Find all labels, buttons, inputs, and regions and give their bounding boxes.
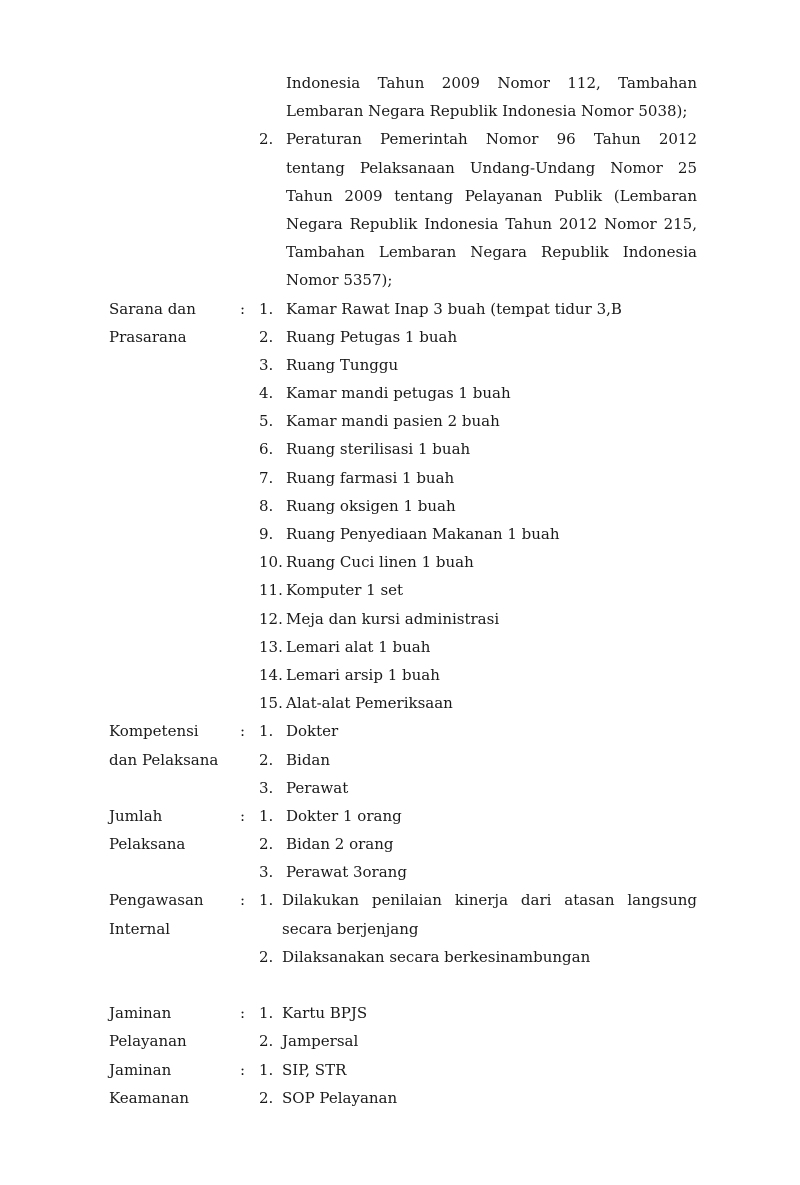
list-number: 2. [259, 1088, 274, 1107]
list-number: 8. [259, 496, 274, 515]
section-label: Pengawasan [109, 891, 204, 910]
section-jaminan-pelayanan [0, 999, 800, 1055]
colon: : [240, 806, 246, 825]
intro-text: Indonesia Tahun 2009 Nomor 112, Tambahan [286, 74, 697, 92]
section-jaminan-keamanan [0, 1056, 800, 1112]
list-text: secara berjenjang [282, 919, 419, 938]
list-number: 11. [259, 581, 283, 600]
list-text: Ruang oksigen 1 buah [286, 496, 456, 515]
list-item [0, 774, 800, 802]
list-item [0, 407, 800, 435]
regulation-text: Tambahan Lembaran Negara Republik Indonesia [286, 243, 697, 262]
colon: : [240, 891, 246, 910]
list-number: 1. [259, 806, 274, 825]
intro-text: Lembaran Negara Republik Indonesia Nomor 5038); [286, 102, 688, 121]
list-number: 2. [259, 327, 274, 346]
regulation-line [0, 154, 800, 182]
list-number: 9. [259, 525, 274, 543]
list-item [0, 661, 800, 689]
list-text: Alat-alat Pemeriksaan [286, 694, 453, 713]
section-label: Keamanan [109, 1088, 190, 1107]
colon: : [240, 1004, 246, 1023]
section-label: Pelayanan [109, 1032, 187, 1051]
list-item [0, 1027, 800, 1055]
list-number: 1. [259, 1060, 274, 1079]
list-text: Bidan 2 orang [286, 835, 394, 854]
section-label: Kompetensi [109, 722, 199, 741]
list-number: 1. [259, 1004, 274, 1023]
regulation-line [0, 266, 800, 294]
section-label: Jaminan [109, 1060, 172, 1079]
list-number: 4. [259, 384, 274, 403]
section-sarana-prasarana [0, 295, 800, 718]
list-text: Jampersal [282, 1032, 359, 1051]
list-item [0, 520, 800, 548]
regulation-line [0, 238, 800, 266]
list-item [0, 858, 800, 886]
list-number: 6. [259, 440, 274, 459]
section-jumlah-pelaksana [0, 802, 800, 887]
list-text: Ruang farmasi 1 buah [286, 468, 455, 487]
document-page [0, 69, 800, 1112]
section-label: Jaminan [109, 1004, 172, 1023]
list-text: Ruang Cuci linen 1 buah [286, 553, 474, 572]
regulation-line [0, 182, 800, 210]
list-number: 2. [259, 130, 274, 149]
list-text: Dokter [286, 722, 339, 741]
list-item [0, 379, 800, 407]
list-item [0, 295, 800, 323]
list-text: Dilaksanakan secara berkesinambungan [282, 947, 591, 966]
list-item [0, 1056, 800, 1084]
blank-line [0, 971, 800, 999]
list-text: Ruang Tunggu [286, 355, 399, 374]
list-number: 2. [259, 947, 274, 966]
list-number: 13. [259, 637, 283, 656]
colon: : [240, 722, 246, 741]
regulation-text: Nomor 5357); [286, 271, 393, 290]
list-text: Lemari alat 1 buah [286, 637, 431, 656]
list-item [0, 464, 800, 492]
list-number: 2. [259, 835, 274, 854]
list-item [0, 943, 800, 971]
list-number: 3. [259, 355, 274, 374]
list-item-continuation [0, 915, 800, 943]
list-text: SOP Pelayanan [282, 1088, 398, 1107]
list-number: 14. [259, 665, 283, 684]
section-label: Jumlah [109, 806, 163, 825]
list-text: Ruang Penyediaan Makanan 1 buah [286, 525, 560, 543]
list-item [0, 689, 800, 717]
section-label: Prasarana [109, 327, 187, 346]
regulation-text: Tahun 2009 tentang Pelayanan Publik (Lembaran [286, 186, 697, 205]
list-item [0, 999, 800, 1027]
list-item [0, 605, 800, 633]
list-text: Kamar Rawat Inap 3 buah (tempat tidur 3,B [286, 299, 622, 318]
regulation-text: tentang Pelaksanaan Undang-Undang Nomor 25 [286, 158, 697, 177]
list-number: 3. [259, 778, 274, 797]
list-number: 10. [259, 553, 283, 572]
section-pengawasan-internal [0, 886, 800, 971]
list-number: 1. [259, 299, 274, 318]
list-item [0, 1084, 800, 1112]
list-number: 2. [259, 750, 274, 769]
list-number: 1. [259, 891, 274, 910]
intro-line [0, 97, 800, 125]
list-text: Bidan [286, 750, 331, 769]
list-text: Meja dan kursi administrasi [286, 609, 500, 628]
list-text: Ruang sterilisasi 1 buah [286, 440, 471, 459]
list-number: 15. [259, 694, 283, 713]
colon: : [240, 1060, 246, 1079]
list-text: Perawat [286, 778, 349, 797]
list-item [0, 830, 800, 858]
colon: : [240, 299, 246, 318]
list-number: 7. [259, 468, 274, 487]
list-text: Kamar mandi petugas 1 buah [286, 384, 511, 403]
section-label: Sarana dan [109, 299, 196, 318]
list-text: Kamar mandi pasien 2 buah [286, 412, 500, 431]
section-label: Pelaksana [109, 835, 186, 854]
list-item [0, 886, 800, 914]
section-label: dan Pelaksana [109, 750, 219, 769]
regulation-text: Negara Republik Indonesia Tahun 2012 Nomor 215, [286, 214, 697, 233]
list-text: Perawat 3orang [286, 863, 407, 882]
list-item [0, 435, 800, 463]
intro-line [0, 69, 800, 97]
list-item [0, 717, 800, 745]
list-text: Kartu BPJS [282, 1004, 368, 1023]
list-number: 5. [259, 412, 274, 431]
list-item [0, 746, 800, 774]
list-item [0, 323, 800, 351]
regulation-text: Peraturan Pemerintah Nomor 96 Tahun 2012 [286, 130, 697, 149]
list-item [0, 351, 800, 379]
regulation-line [0, 210, 800, 238]
regulation-item-2 [0, 125, 800, 153]
list-number: 3. [259, 863, 274, 882]
list-item [0, 576, 800, 604]
list-text: Dilakukan penilaian kinerja dari atasan langsung [282, 891, 697, 910]
list-text: SIP, STR [282, 1060, 347, 1079]
list-number: 1. [259, 722, 274, 741]
list-item [0, 548, 800, 576]
list-number: 2. [259, 1032, 274, 1051]
list-item [0, 802, 800, 830]
list-text: Ruang Petugas 1 buah [286, 327, 458, 346]
section-label: Internal [109, 919, 171, 938]
list-text: Komputer 1 set [286, 581, 404, 600]
section-kompetensi [0, 717, 800, 802]
list-number: 12. [259, 609, 283, 628]
list-item [0, 492, 800, 520]
list-text: Lemari arsip 1 buah [286, 665, 440, 684]
list-item [0, 633, 800, 661]
list-text: Dokter 1 orang [286, 806, 402, 825]
